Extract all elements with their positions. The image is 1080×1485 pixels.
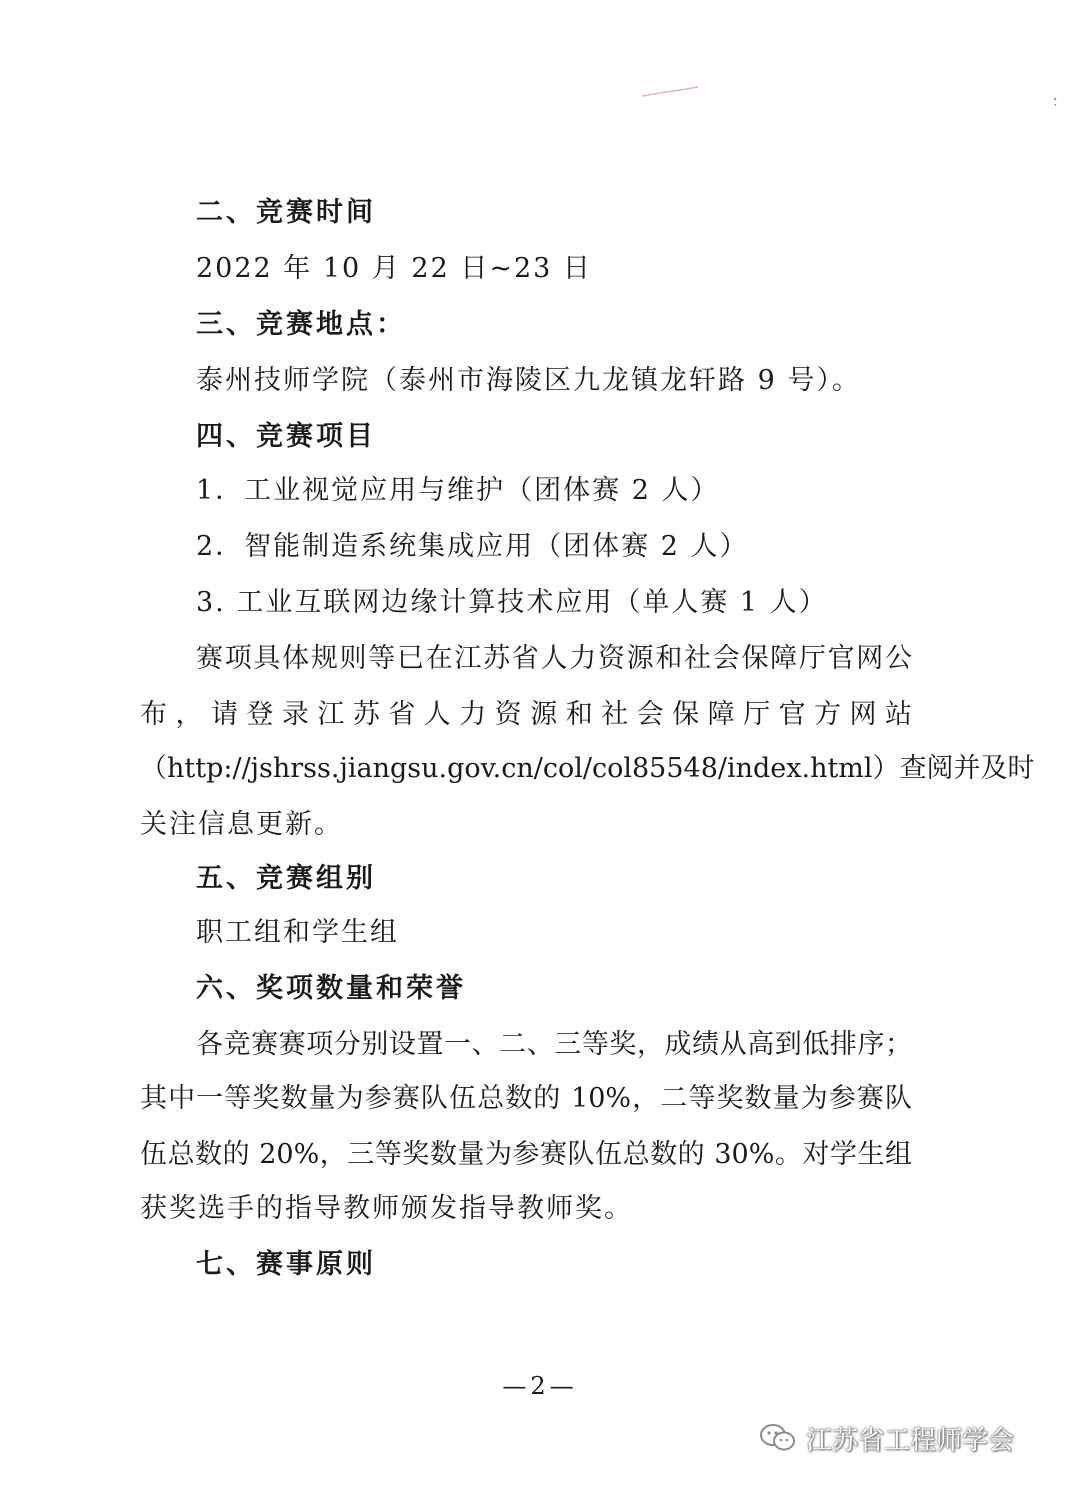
wechat-icon (758, 1422, 798, 1454)
event-item: 2．智能制造系统集成应用（团体赛 2 人） (196, 531, 749, 562)
section-heading-awards: 六、奖项数量和荣誉 (196, 973, 466, 1004)
wechat-watermark (758, 1418, 1014, 1458)
section-heading-time: 二、竞赛时间 (196, 197, 376, 228)
section-heading-groups: 五、竞赛组别 (196, 863, 376, 894)
section-heading-location: 三、竞赛地点： (196, 309, 406, 340)
rules-note-line: 赛项具体规则等已在江苏省人力资源和社会保障厅官网公 (196, 643, 912, 674)
rules-note-url-line: （http://jshrss.jiangsu.gov.cn/col/col85548/index.html）查阅并及时 (140, 753, 1035, 784)
competition-date: 2022 年 10 月 22 日~23 日 (196, 253, 592, 284)
competition-groups: 职工组和学生组 (196, 917, 399, 948)
awards-line: 伍总数的 20%，三等奖数量为参赛队伍总数的 30%。对学生组 (140, 1139, 912, 1170)
rules-note-line: 布，请登录江苏省人力资源和社会保障厅官方网站 (140, 699, 912, 730)
awards-line: 各竞赛赛项分别设置一、二、三等奖，成绩从高到低排序； (196, 1029, 912, 1060)
rules-note-line: 关注信息更新。 (140, 809, 343, 840)
competition-location: 泰州技师学院（泰州市海陵区九龙镇龙轩路 9 号）。 (196, 365, 861, 396)
awards-line: 其中一等奖数量为参赛队伍总数的 10%，二等奖数量为参赛队 (140, 1083, 912, 1114)
section-heading-events: 四、竞赛项目 (196, 421, 376, 452)
page-number: —2— (502, 1372, 578, 1400)
event-item: 3. 工业互联网边缘计算技术应用（单人赛 1 人） (196, 587, 828, 618)
watermark-text: 江苏省工程师学会 (806, 1425, 1015, 1456)
section-heading-principles: 七、赛事原则 (196, 1249, 376, 1280)
scan-mark (640, 86, 700, 100)
event-item: 1．工业视觉应用与维护（团体赛 2 人） (196, 475, 720, 506)
scan-mark (1050, 96, 1060, 108)
awards-line: 获奖选手的指导教师颁发指导教师奖。 (140, 1193, 633, 1224)
